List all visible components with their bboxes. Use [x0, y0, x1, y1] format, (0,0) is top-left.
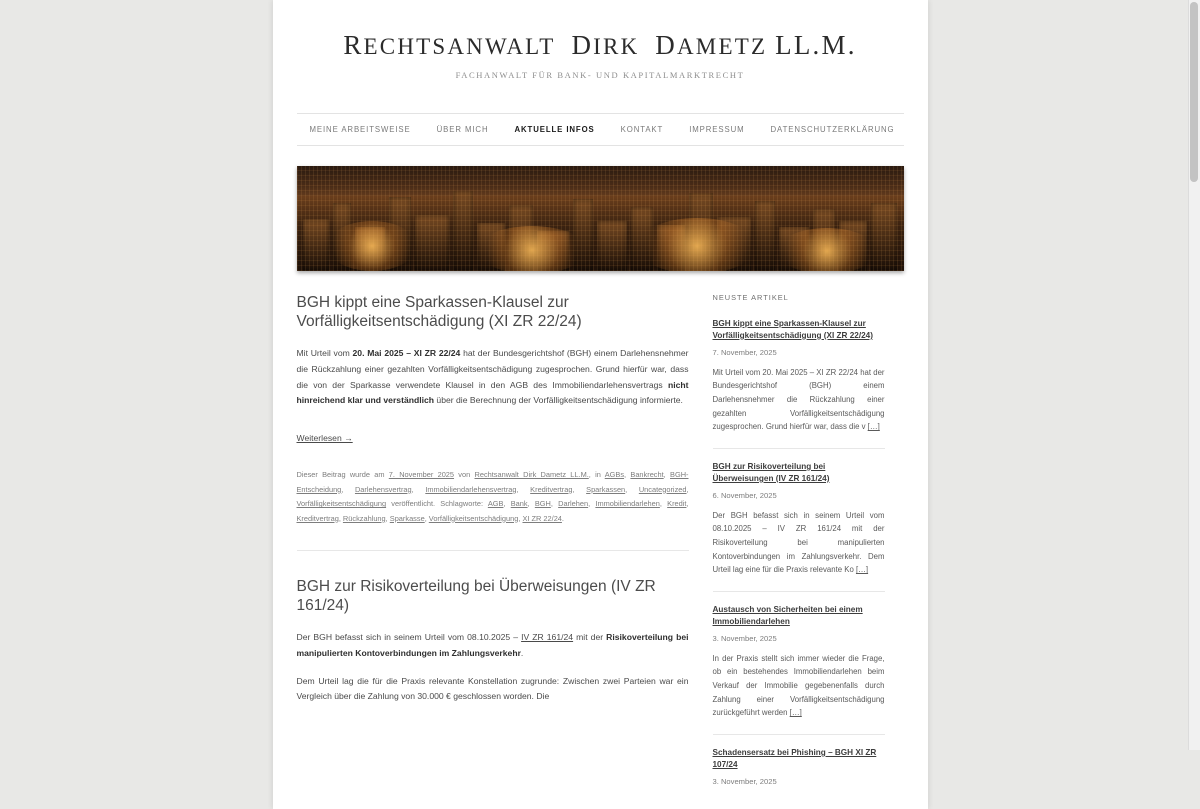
meta-end: .	[561, 513, 564, 523]
banner-sky	[297, 166, 904, 200]
header-banner-image	[297, 166, 904, 271]
recent-post-excerpt	[713, 366, 885, 434]
meta-in: , in	[588, 470, 605, 480]
meta-tag-3[interactable]: Darlehen	[558, 499, 589, 509]
page-scrollbar[interactable]	[1188, 0, 1200, 750]
site-title[interactable]: RECHTSANWALT DIRK DAMETZ LL.M.	[343, 30, 857, 60]
post-paragraph-2: Dem Urteil lag die für die Praxis relevante Konstellation zugrunde: Zwischen zwei Parteien war ein Vergleich über die Zahlung von 30.000 € geschlossen worden. Die	[296, 675, 689, 702]
recent-post-date: 3. November, 2025	[712, 776, 777, 786]
meta-category-0[interactable]: AGBs	[604, 470, 625, 480]
nav-item-datenschutzerklaerung[interactable]	[758, 114, 908, 145]
meta-tag-2[interactable]: BGH	[534, 499, 551, 509]
recent-post-link[interactable]: BGH kippt eine Sparkassen-Klausel zur Vorfälligkeitsentschädigung (XI ZR 22/24)	[712, 319, 873, 340]
nav-link-meine-arbeitsweise[interactable]: MEINE ARBEITSWEISE	[309, 125, 411, 134]
nav-link-datenschutzerklaerung[interactable]: DATENSCHUTZERKLÄRUNG	[770, 125, 895, 134]
meta-category-6[interactable]: Sparkassen	[586, 484, 626, 494]
meta-category-5[interactable]: Kreditvertrag	[530, 484, 573, 494]
site-header	[273, 0, 928, 96]
nav-item-ueber-mich[interactable]	[424, 114, 502, 145]
meta-tag-10[interactable]: XI ZR 22/24	[522, 513, 562, 523]
recent-post-link[interactable]: BGH zur Risikoverteilung bei Überweisungen (IV ZR 161/24)	[712, 461, 830, 483]
meta-tag-5[interactable]: Kredit	[667, 499, 687, 509]
recent-post-excerpt	[713, 652, 885, 720]
sidebar	[713, 293, 885, 809]
site-page	[273, 0, 928, 809]
meta-author-link[interactable]: Rechtsanwalt Dirk Dametz LL.M.	[474, 470, 589, 480]
post-text-3: .	[520, 647, 524, 658]
nav-link-aktuelle-infos[interactable]: AKTUELLE INFOS	[514, 125, 595, 134]
meta-category-3[interactable]: Darlehensvertrag	[354, 484, 412, 494]
meta-category-7[interactable]: Uncategorized	[638, 484, 687, 494]
meta-tag-6[interactable]: Kreditvertrag	[296, 513, 339, 523]
nav-item-impressum[interactable]	[676, 114, 757, 145]
scrollbar-thumb[interactable]	[1190, 2, 1198, 182]
post-text-3: über die Berechnung der Vorfälligkeitsentschädigung informierte.	[434, 395, 683, 406]
post-article	[297, 293, 689, 526]
meta-category-4[interactable]: Immobiliendarlehensvertrag	[425, 484, 517, 494]
meta-category-8[interactable]: Vorfälligkeitsentschädigung	[296, 499, 387, 509]
list-item	[713, 734, 885, 807]
meta-by: von	[454, 470, 475, 480]
recent-post-date: 3. November, 2025	[712, 633, 777, 643]
entry-meta: Dieser Beitrag wurde am 7. November 2025 von Rechtsanwalt Dirk Dametz LL.M., in AGBs, Bankrecht, BGH-Entscheidung, Darlehensvertrag, Immobiliendarlehensvertrag, Kreditvertrag, Sparkassen, Uncategorized, Vorfälligkeitsentschädigung veröffentlicht. Schlagworte: AGB, Bank, BGH, Darlehen, Immobiliendarlehen, Kredit, Kreditvertrag, Rückzahlung, Sparkasse, Vorfälligkeitsentschädigung, XI ZR 22/24.	[296, 470, 689, 523]
nav-item-aktuelle-infos[interactable]	[501, 114, 607, 145]
meta-published: veröffentlicht. Schlagworte:	[386, 499, 488, 509]
recent-post-link[interactable]: Schadensersatz bei Phishing – BGH XI ZR 107/24	[712, 747, 877, 769]
main-column	[297, 293, 689, 717]
list-item	[713, 591, 885, 732]
list-item	[713, 318, 885, 446]
nav-link-kontakt[interactable]: KONTAKT	[620, 125, 664, 134]
meta-prefix: Dieser Beitrag wurde am	[296, 470, 389, 480]
excerpt-text: In der Praxis stellt sich immer wieder die Frage, ob ein bestehendes Immobiliendarlehen beim Verkauf der Immobilie gegebenenfalls durch Zahlung einer Vorfälligkeitsentschädigung zurückgeführt werden	[712, 653, 885, 718]
read-more-link[interactable]: Weiterlesen →	[296, 433, 353, 444]
meta-date-link[interactable]: 7. November 2025	[388, 470, 455, 480]
excerpt-text: Der BGH befasst sich in seinem Urteil vom 08.10.2025 – IV ZR 161/24 mit der Risikoverteilung bei manipulierten Kontoverbindungen im Zahlungsverkehr. Dem Urteil lag eine für die Praxis relevante Ko	[712, 510, 885, 575]
post-text-1: Mit Urteil vom	[296, 347, 353, 358]
post-text-1: Der BGH befasst sich in seinem Urteil vom 08.10.2025 –	[296, 631, 522, 642]
list-item	[713, 448, 885, 589]
excerpt-more-link[interactable]: […]	[867, 422, 880, 432]
meta-category-2[interactable]: BGH-Entscheidung	[296, 470, 689, 494]
meta-tag-9[interactable]: Vorfälligkeitsentschädigung	[428, 513, 519, 523]
primary-navigation	[297, 113, 904, 146]
nav-item-kontakt[interactable]	[608, 114, 677, 145]
meta-category-1[interactable]: Bankrecht	[630, 470, 664, 480]
meta-tag-4[interactable]: Immobiliendarlehen	[595, 499, 660, 509]
post-excerpt	[297, 346, 689, 410]
post-text-2: mit der	[573, 631, 607, 642]
post-title[interactable]: BGH kippt eine Sparkassen-Klausel zur Vorfälligkeitsentschädigung (XI ZR 22/24)	[296, 294, 582, 331]
post-title[interactable]: BGH zur Risikoverteilung bei Überweisungen (IV ZR 161/24)	[296, 578, 656, 615]
widget-title-recent-posts: NEUSTE ARTIKEL	[712, 293, 789, 302]
excerpt-more-link[interactable]: […]	[789, 708, 802, 718]
meta-tag-1[interactable]: Bank	[510, 499, 528, 509]
post-excerpt	[297, 630, 689, 662]
nav-link-ueber-mich[interactable]: ÜBER MICH	[436, 125, 489, 134]
excerpt-more-link[interactable]: […]	[855, 565, 869, 575]
recent-post-date: 6. November, 2025	[712, 490, 777, 500]
meta-tag-0[interactable]: AGB	[487, 499, 504, 509]
recent-post-date: 7. November, 2025	[712, 347, 777, 357]
nav-link-impressum[interactable]: IMPRESSUM	[689, 125, 745, 134]
content-area	[297, 293, 904, 809]
post-bold-phrase: nicht hinreichend klar und verständlich	[296, 379, 689, 406]
recent-post-link[interactable]: Austausch von Sicherheiten bei einem Immobiliendarlehen	[712, 604, 863, 626]
post-bold-date: 20. Mai 2025 – XI ZR 22/24	[352, 347, 461, 358]
nav-item-meine-arbeitsweise[interactable]	[297, 114, 424, 145]
recent-post-excerpt	[713, 509, 885, 577]
meta-tag-7[interactable]: Rückzahlung	[342, 513, 386, 523]
excerpt-text: Mit Urteil vom 20. Mai 2025 – XI ZR 22/24 hat der Bundesgerichtshof (BGH) einem Darlehensnehmer die Rückzahlung einer gezahlten Vorfälligkeitsentschädigung zugesprochen. Grund hierfür war, dass die v	[712, 367, 885, 432]
post-bold-phrase: Risikoverteilung bei manipulierten Kontoverbindungen im Zahlungsverkehr	[296, 631, 689, 658]
meta-tag-8[interactable]: Sparkasse	[389, 513, 425, 523]
site-description: FACHANWALT FÜR BANK- UND KAPITALMARKTRECHT	[455, 70, 745, 80]
post-text-2: hat der Bundesgerichtshof (BGH) einem Darlehensnehmer die Rückzahlung einer gezahlten Vorfälligkeitsentschädigung zugesprochen. Grund hierfür war, dass die von der Sparkasse verwendete Klausel in den AGB des Immobiliendarlehensvertrags	[296, 347, 689, 390]
case-number-link[interactable]: IV ZR 161/24	[521, 631, 574, 642]
post-divider	[297, 550, 689, 551]
post-article	[297, 577, 689, 705]
